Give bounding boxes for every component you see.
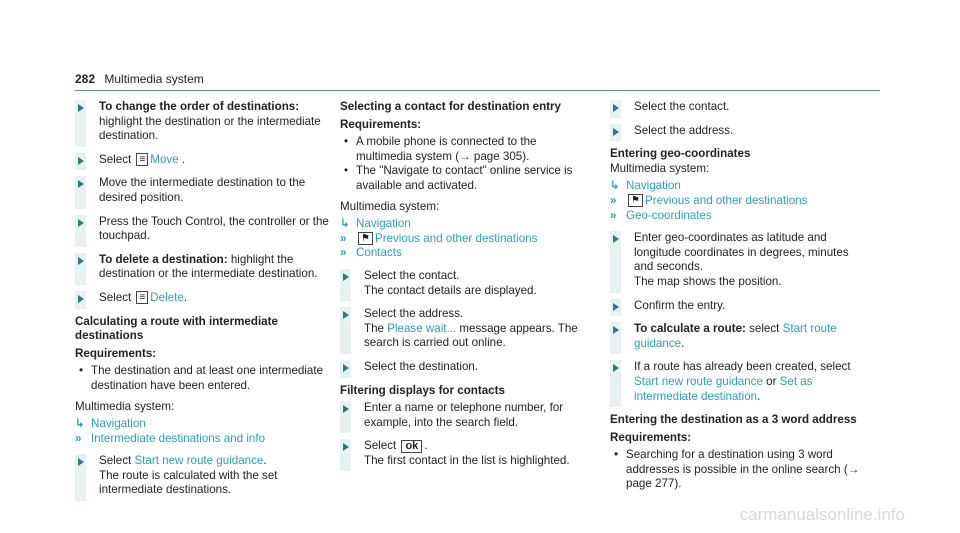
step-select-ok: [340, 439, 595, 468]
heading-3-word-address: Entering the destination as a 3 word address: [610, 413, 857, 427]
step-result: The route is calculated with the set intermediate destinations.: [99, 468, 278, 497]
heading-geo-coordinates: Entering geo-coordinates: [610, 147, 751, 161]
step-arrow-icon: [78, 295, 84, 303]
menu-icon: ≡: [136, 291, 148, 304]
step-arrow-icon: [343, 443, 349, 451]
step-text: .: [757, 389, 761, 403]
step-confirm-entry: [610, 299, 865, 314]
step-result: The first contact in the list is highlighted.: [364, 453, 570, 467]
list-item: • A mobile phone is connected to the multimedia system (→ page 305).: [340, 135, 595, 164]
column-2: [340, 100, 595, 477]
step-text: Select the address.: [364, 307, 464, 321]
step-text: Select the destination.: [364, 359, 479, 373]
step-start-new-guidance: [75, 454, 330, 498]
heading-selecting-contact: Selecting a contact for destination entry: [340, 100, 561, 113]
path-item-navigation[interactable]: [75, 417, 330, 432]
step-arrow-icon: [613, 104, 619, 112]
step-calculate-route: [610, 322, 865, 351]
path-item-navigation[interactable]: [340, 217, 595, 232]
watermark: carmanualsonline.info: [739, 505, 905, 524]
step-text: highlight the destination or the intermediate destination.: [99, 114, 321, 143]
path-label: Intermediate destinations and info: [91, 431, 266, 445]
step-text: If a route has already been created, select: [634, 360, 851, 374]
step-arrow-icon: [78, 104, 84, 112]
step-arrow-icon: [613, 364, 619, 372]
set-as-intermediate-link[interactable]: Set as intermediate destination: [634, 374, 813, 403]
flag-icon: ⚑: [628, 194, 643, 207]
step-press-control: [75, 215, 330, 244]
ok-icon: ok: [401, 440, 422, 453]
step-arrow-icon: [78, 257, 84, 265]
step-text: Move the intermediate destination to the desired position.: [99, 176, 306, 204]
step-text: Select: [99, 290, 135, 304]
step-select-move: [75, 153, 330, 168]
step-arrow-icon: [78, 157, 84, 165]
path-item-contacts[interactable]: [340, 246, 595, 261]
return-arrow-icon: ↳: [340, 217, 350, 231]
multimedia-system-label: Multimedia system:: [75, 399, 175, 413]
path-label: Previous and other destinations: [374, 231, 538, 245]
return-arrow-icon: ↳: [610, 179, 620, 193]
step-move-destination: [75, 176, 330, 205]
path-label: Previous and other destinations: [644, 193, 808, 207]
step-text: Select the address.: [634, 123, 734, 137]
flag-icon: ⚑: [358, 232, 373, 245]
step-result: The: [364, 321, 388, 335]
step-label: To delete a destination:: [99, 252, 228, 266]
menu-path: [610, 179, 865, 223]
double-chevron-icon: »: [340, 231, 347, 245]
step-arrow-icon: [78, 219, 84, 227]
step-arrow-icon: [613, 303, 619, 311]
step-result: The contact details are displayed.: [364, 283, 537, 297]
step-arrow-icon: [343, 405, 349, 413]
step-result: The map shows the position.: [634, 274, 782, 288]
menu-icon: ≡: [136, 153, 148, 166]
step-arrow-icon: [343, 273, 349, 281]
step-arrow-icon: [78, 458, 84, 466]
step-text: Select: [364, 439, 400, 453]
list-item: • Searching for a destination using 3 word addresses is possible in the online search (→ page 277).: [610, 448, 865, 492]
step-text: .: [424, 439, 428, 453]
path-label: Navigation: [91, 417, 146, 431]
list-item: • The "Navigate to contact" online service is available and activated.: [340, 164, 595, 193]
path-item-navigation[interactable]: [610, 179, 865, 194]
double-chevron-icon: »: [340, 246, 347, 260]
please-wait-message: Please wait...: [387, 321, 457, 335]
start-new-route-guidance-link[interactable]: Start new route guidance: [634, 374, 763, 388]
path-label: Geo-coordinates: [626, 208, 712, 222]
step-text: .: [681, 336, 685, 350]
page-header: [75, 72, 204, 86]
step-arrow-icon: [613, 235, 619, 243]
step-select-contact: [610, 100, 865, 115]
requirements-list: [610, 448, 865, 492]
step-text: Select: [99, 454, 135, 468]
step-text: .: [183, 290, 188, 304]
step-text: .: [263, 454, 267, 468]
step-text: Select the contact.: [634, 100, 730, 113]
double-chevron-icon: »: [610, 193, 617, 207]
multimedia-system-label: Multimedia system:: [610, 161, 710, 175]
list-item: • The destination and at least one intermediate destination have been entered.: [75, 364, 330, 393]
step-select-delete: [75, 291, 330, 306]
step-text: .: [178, 152, 186, 166]
step-text: select: [745, 322, 783, 336]
header-divider: [75, 90, 880, 91]
step-text: Select: [99, 152, 135, 166]
requirements-label: Requirements:: [75, 346, 157, 360]
step-text: Press the Touch Control, the controller or the touchpad.: [99, 214, 329, 243]
menu-path: [340, 217, 595, 261]
step-text: Confirm the entry.: [634, 298, 726, 312]
step-arrow-icon: [343, 311, 349, 319]
path-label: Contacts: [356, 246, 402, 260]
step-route-created: [610, 360, 865, 404]
step-text: Enter a name or telephone number, for example, into the search field.: [364, 401, 564, 429]
path-label: Navigation: [626, 179, 681, 193]
path-item-previous[interactable]: [610, 194, 865, 209]
start-new-route-guidance-link[interactable]: Start new route guidance: [134, 454, 264, 468]
heading-calculating-route: Calculating a route with intermediate destinations: [75, 314, 278, 343]
start-route-guidance-link[interactable]: Start route guidance: [634, 322, 837, 350]
requirements-list: [340, 135, 595, 193]
step-label: To calculate a route:: [634, 322, 746, 336]
return-arrow-icon: ↳: [75, 417, 85, 431]
step-select-destination: [340, 360, 595, 375]
column-3: [610, 100, 865, 498]
step-arrow-icon: [613, 128, 619, 136]
page-number: 282: [75, 72, 96, 86]
delete-link[interactable]: Delete: [150, 290, 184, 304]
move-link[interactable]: Move: [150, 152, 179, 166]
step-label: To change the order of destinations:: [99, 100, 300, 113]
step-select-address: [340, 307, 595, 351]
menu-path: [75, 417, 330, 446]
step-select-address: [610, 124, 865, 139]
step-enter-name: [340, 401, 595, 430]
double-chevron-icon: »: [75, 431, 82, 445]
section-title: Multimedia system: [104, 72, 204, 86]
multimedia-system-label: Multimedia system:: [340, 199, 440, 213]
step-text: Select the contact.: [364, 268, 460, 282]
path-item-intermediate[interactable]: [75, 432, 330, 447]
step-text: or: [762, 374, 780, 388]
path-item-geo-coordinates[interactable]: [610, 209, 865, 224]
step-select-contact: [340, 269, 595, 298]
path-label: Navigation: [356, 217, 411, 231]
requirements-label: Requirements:: [340, 117, 422, 131]
step-arrow-icon: [78, 180, 84, 188]
requirements-label: Requirements:: [610, 430, 692, 444]
step-delete-destination: [75, 253, 330, 282]
heading-filtering: Filtering displays for contacts: [340, 383, 505, 397]
step-result: message appears. The search is carried out online.: [364, 321, 578, 350]
column-1: [75, 100, 330, 507]
step-text: Enter geo-coordinates as latitude and longitude coordinates in degrees, minutes and seconds.: [634, 231, 849, 274]
step-enter-coordinates: [610, 231, 865, 289]
step-arrow-icon: [343, 364, 349, 372]
double-chevron-icon: »: [610, 208, 617, 222]
step-text: highlight the destination or the intermediate destination.: [99, 252, 318, 281]
path-item-previous[interactable]: [340, 232, 595, 247]
step-change-order: [75, 100, 330, 144]
step-arrow-icon: [613, 326, 619, 334]
requirements-list: [75, 364, 330, 393]
